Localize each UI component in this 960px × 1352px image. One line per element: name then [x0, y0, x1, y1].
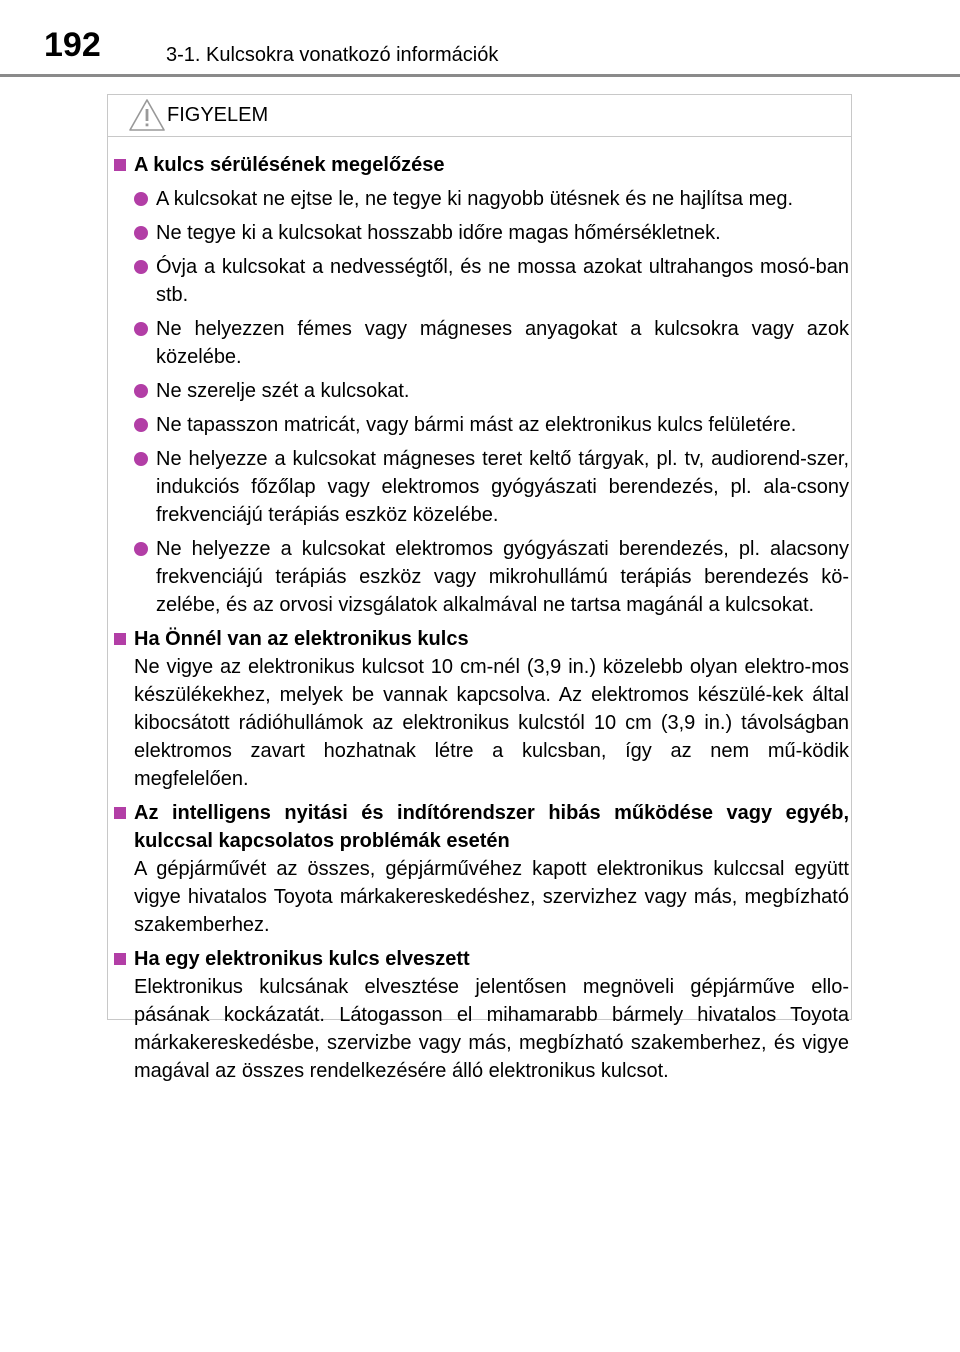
square-bullet-icon — [114, 159, 126, 171]
section-heading — [114, 151, 849, 179]
round-bullet-icon — [134, 322, 148, 336]
list-item-text: Ne tegye ki a kulcsokat hosszabb időre magas hőmérsékletnek. — [156, 222, 721, 244]
list-item-text: Ne helyezze a kulcsokat elektromos gyógyászati berendezés, pl. alacsony frekvenciájú terápiás eszköz vagy mikrohullámú terápiás berendezés kö-zelébe, és az orvosi vizsgálatok alkalmával ne tartsa magánál a kulcsokat. — [156, 538, 849, 616]
round-bullet-icon — [134, 226, 148, 240]
list-item — [114, 411, 849, 439]
list-item — [114, 253, 849, 309]
warning-triangle-icon — [128, 98, 166, 132]
list-item-text: A kulcsokat ne ejtse le, ne tegye ki nagyobb ütésnek és ne hajlítsa meg. — [156, 188, 794, 210]
square-bullet-icon — [114, 953, 126, 965]
list-item-text: Óvja a kulcsokat a nedvességtől, és ne mossa azokat ultrahangos mosó-ban stb. — [156, 256, 849, 306]
section-paragraph: Ne vigye az elektronikus kulcsot 10 cm-nél (3,9 in.) közelebb olyan elektro-mos készülékekhez, melyek be vannak kapcsolva. Az elektromos készülé-kek által kibocsátott rádióhullámok az elektronikus kulcstól 10 cm (3,9 in.) távolságban elektromos zavart hozhatnak létre a kulcsban, így az nem mű-ködik megfelelően. — [134, 656, 849, 790]
page-header — [0, 0, 960, 80]
page-number: 192 — [44, 26, 101, 64]
round-bullet-icon — [134, 192, 148, 206]
list-item-text: Ne helyezze a kulcsokat mágneses teret keltő tárgyak, pl. tv, audiorend-szer, indukciós főzőlap vagy elektromos gyógyászati berendezés, pl. ala-csony frekvenciájú terápiás eszköz közelébe. — [156, 448, 849, 526]
list-item-text: Ne tapasszon matricát, vagy bármi mást az elektronikus kulcs felületére. — [156, 414, 797, 436]
section-heading-text: A kulcs sérülésének megelőzése — [134, 154, 445, 176]
section-heading-text: Az intelligens nyitási és indítórendszer hibás működése vagy egyéb, kulccsal kapcsolatos problémák esetén — [134, 802, 849, 852]
section-heading — [114, 625, 849, 653]
section-heading — [114, 945, 849, 973]
list-item — [114, 219, 849, 247]
list-item-text: Ne helyezzen fémes vagy mágneses anyagokat a kulcsokra vagy azok közelébe. — [156, 318, 849, 368]
list-item — [114, 315, 849, 371]
list-item-text: Ne szerelje szét a kulcsokat. — [156, 380, 410, 402]
round-bullet-icon — [134, 260, 148, 274]
section-paragraph: A gépjárművét az összes, gépjárművéhez kapott elektronikus kulccsal együtt vigye hivatalos Toyota márkakereskedéshez, szervizhez vagy más, megbízható szakemberhez. — [134, 858, 849, 936]
square-bullet-icon — [114, 807, 126, 819]
warning-box — [107, 94, 852, 1082]
list-item — [114, 185, 849, 213]
list-item — [114, 535, 849, 619]
section-heading — [114, 799, 849, 855]
round-bullet-icon — [134, 452, 148, 466]
section-paragraph: Elektronikus kulcsának elvesztése jelentősen megnöveli gépjárműve ello-pásának kockázatát. Látogasson el mihamarabb bármely hivatalos Toyota márkakereskedésbe, szervizbe vagy más, megbízható szakemberhez, és vigye magával az összes rendelkezésére álló elektronikus kulcsot. — [134, 976, 849, 1082]
round-bullet-icon — [134, 542, 148, 556]
section-heading-text: Ha egy elektronikus kulcs elveszett — [134, 948, 470, 970]
warning-content — [114, 147, 849, 1091]
header-divider — [0, 74, 960, 77]
warning-header — [108, 95, 851, 137]
section-heading-text: Ha Önnél van az elektronikus kulcs — [134, 628, 469, 650]
round-bullet-icon — [134, 384, 148, 398]
warning-label: FIGYELEM — [167, 104, 269, 126]
square-bullet-icon — [114, 633, 126, 645]
round-bullet-icon — [134, 418, 148, 432]
list-item — [114, 377, 849, 405]
section-title: 3-1. Kulcsokra vonatkozó információk — [166, 44, 499, 66]
list-item — [114, 445, 849, 529]
